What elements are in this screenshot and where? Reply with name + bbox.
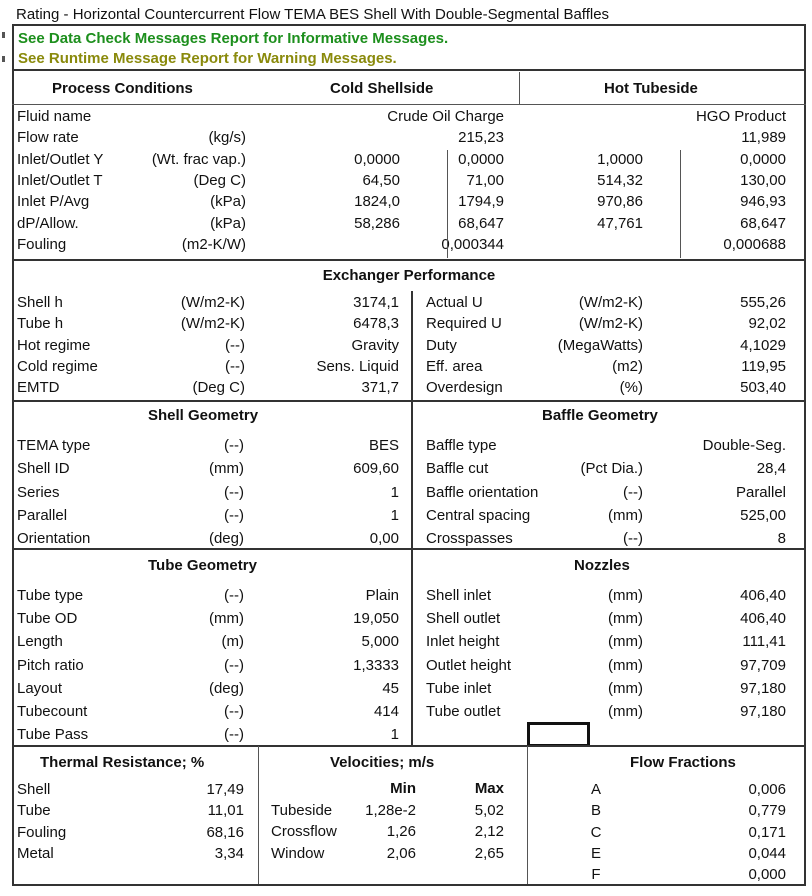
nozzle-value: 406,40 [740,587,786,604]
shell-geometry-label: Series [17,483,60,501]
process-unit: (m2-K/W) [181,235,246,253]
tube-geometry-unit: (--) [224,656,244,674]
divider [12,745,806,747]
frame-left [12,24,14,886]
shell-geometry-value: 609,60 [353,460,399,478]
nozzle-label: Outlet height [426,656,512,674]
tube-geometry-label: Tube type [17,587,84,604]
performance-label: Shell h [17,294,63,311]
performance-label: Duty [426,336,457,354]
velocities-min-header: Min [390,780,416,797]
performance-unit: (W/m2-K) [180,315,245,333]
flow-fraction-label: C [590,823,602,841]
shell-geometry-unit: (--) [224,483,244,501]
shell-geometry-value: 1 [390,506,399,524]
shell-geometry-value: 0,00 [369,530,399,548]
process-label: Inlet/Outlet Y [17,150,104,168]
flow-fraction-label: B [590,802,601,820]
velocity-min: 1,26 [386,823,416,841]
divider [12,400,806,402]
tube-outlet-value: 0,0000 [740,150,786,168]
tube-geometry-unit: (--) [224,726,244,744]
thermal-resistance-label: Fouling [17,823,67,841]
baffle-geometry-label: Baffle type [426,437,497,454]
divider [258,746,259,884]
shell-geometry-label: Shell ID [17,460,70,478]
performance-value: 503,40 [740,379,786,397]
performance-value: Sens. Liquid [316,357,399,375]
tube-geometry-value: 45 [382,679,399,697]
baffle-geometry-label: Baffle orientation [426,483,539,501]
performance-unit: (W/m2-K) [578,315,643,333]
performance-label: Hot regime [17,336,91,354]
tube-geometry-unit: (m) [221,633,244,651]
process-unit: (Wt. frac vap.) [151,150,246,168]
thermal-resistance-header: Thermal Resistance; % [40,754,205,771]
shell-geometry-unit: (--) [224,437,244,454]
process-unit: (kg/s) [208,129,246,147]
shell-outlet-value: Crude Oil Charge [387,108,504,125]
shell-geometry-value: 1 [390,483,399,501]
performance-value: 3174,1 [353,294,399,311]
nozzle-unit: (mm) [608,703,643,720]
left-margin-mark [2,56,5,62]
tube-inlet-value: 47,761 [597,214,643,232]
baffle-geometry-value: 28,4 [756,460,786,478]
shell-inlet-value: 58,286 [354,214,400,232]
process-unit: (Deg C) [193,171,246,189]
process-unit: (kPa) [210,214,246,232]
divider [447,150,448,258]
performance-label: Cold regime [17,357,98,375]
flow-fraction-label: A [590,781,601,798]
tube-inlet-value: 1,0000 [597,150,643,168]
shell-geometry-header: Shell Geometry [148,407,259,424]
nozzle-unit: (mm) [608,633,643,651]
nozzle-label: Inlet height [426,633,500,651]
shell-outlet-value: 0,0000 [458,150,504,168]
flow-fraction-value: 0,000 [748,866,786,884]
tube-outlet-value: HGO Product [695,108,786,125]
process-label: Inlet P/Avg [17,193,90,211]
performance-label: Tube h [17,315,64,333]
baffle-geometry-value: Double-Seg. [702,437,786,454]
divider [411,550,413,746]
baffle-geometry-value: 525,00 [740,506,786,524]
shell-geometry-unit: (mm) [209,460,244,478]
tube-geometry-label: Tube OD [17,610,78,628]
performance-unit: (W/m2-K) [578,294,643,311]
shell-inlet-value: 64,50 [362,171,400,189]
tube-geometry-unit: (--) [224,587,244,604]
nozzle-label: Tube outlet [426,703,501,720]
tube-geometry-value: 1,3333 [353,656,399,674]
shell-geometry-label: Orientation [17,530,91,548]
shell-geometry-unit: (--) [224,506,244,524]
performance-unit: (W/m2-K) [180,294,245,311]
nozzle-unit: (mm) [608,587,643,604]
process-label: Fouling [17,235,67,253]
baffle-geometry-label: Central spacing [426,506,531,524]
thermal-resistance-label: Metal [17,844,54,862]
baffle-geometry-value: 8 [777,530,786,548]
flow-fraction-label: F [591,866,601,884]
nozzle-value: 97,709 [740,656,786,674]
nozzle-label: Shell outlet [426,610,501,628]
flow-fraction-label: E [590,844,601,862]
nozzle-value: 406,40 [740,610,786,628]
process-label: Inlet/Outlet T [17,171,103,189]
flow-fractions-header: Flow Fractions [630,754,736,771]
nozzle-unit: (mm) [608,679,643,697]
divider [12,69,806,71]
divider [680,150,681,258]
hot-tubeside-header: Hot Tubeside [604,80,698,97]
shell-geometry-value: BES [368,437,399,454]
tube-geometry-label: Tube Pass [17,726,89,744]
velocity-min: 2,06 [386,844,416,862]
thermal-resistance-value: 68,16 [206,823,244,841]
nozzle-value: 111,41 [742,633,786,651]
nozzle-value: 97,180 [740,703,786,720]
thermal-resistance-label: Shell [17,781,51,798]
velocities-max-header: Max [474,780,504,797]
tube-geometry-header: Tube Geometry [148,557,257,574]
baffle-geometry-unit: (--) [623,483,643,501]
tube-outlet-value: 68,647 [740,214,786,232]
divider [527,746,528,884]
velocity-max: 5,02 [474,802,504,819]
cold-shellside-header: Cold Shellside [330,80,434,97]
tube-geometry-value: Plain [365,587,399,604]
tube-geometry-value: 1 [390,726,399,744]
nozzle-value: 97,180 [740,679,786,697]
shell-outlet-value: 71,00 [466,171,504,189]
baffle-geometry-label: Crosspasses [426,530,513,548]
nozzle-label: Tube inlet [426,679,492,697]
performance-unit: (%) [619,379,643,397]
report-title: Rating - Horizontal Countercurrent Flow TEMA BES Shell With Double-Segmental Baffles [16,6,610,23]
performance-unit: (m2) [612,357,643,375]
performance-label: EMTD [17,379,60,397]
shell-outlet-value: 0,000344 [441,235,504,253]
tube-outlet-value: 130,00 [740,171,786,189]
baffle-geometry-unit: (--) [623,530,643,548]
performance-value: 6478,3 [353,315,399,333]
baffle-geometry-header: Baffle Geometry [542,407,658,424]
velocity-max: 2,65 [474,844,504,862]
process-conditions-header: Process Conditions [52,80,193,97]
process-label: Fluid name [17,108,92,125]
thermal-resistance-value: 11,01 [207,802,244,820]
shell-geometry-label: TEMA type [17,437,91,454]
tube-geometry-label: Length [17,633,63,651]
tube-geometry-unit: (mm) [209,610,244,628]
nozzle-unit: (mm) [608,656,643,674]
baffle-geometry-unit: (Pct Dia.) [580,460,643,478]
shell-inlet-value: 0,0000 [354,150,400,168]
flow-fraction-value: 0,006 [748,781,786,798]
baffle-geometry-value: Parallel [735,483,786,501]
tube-geometry-value: 19,050 [353,610,399,628]
info-message-link[interactable]: See Data Check Messages Report for Informative Messages. [18,30,449,47]
tube-geometry-label: Tubecount [17,703,88,720]
divider [411,291,413,401]
velocity-label: Window [271,844,325,862]
divider [411,402,413,548]
process-unit: (kPa) [210,193,246,211]
tube-outlet-value: 11,989 [741,129,786,147]
nozzles-header: Nozzles [574,557,630,574]
divider [12,104,806,105]
performance-label: Actual U [426,294,483,311]
shell-inlet-value: 1824,0 [354,193,400,211]
selection-box[interactable] [527,722,590,747]
performance-unit: (Deg C) [192,379,245,397]
performance-label: Overdesign [426,379,503,397]
performance-unit: (MegaWatts) [557,336,643,354]
performance-value: Gravity [351,336,399,354]
performance-value: 555,26 [740,294,786,311]
shell-geometry-label: Parallel [17,506,68,524]
tube-geometry-value: 5,000 [361,633,399,651]
tube-geometry-label: Layout [17,679,63,697]
tube-geometry-unit: (--) [224,703,244,720]
nozzle-unit: (mm) [608,610,643,628]
performance-value: 119,95 [741,357,786,375]
velocity-label: Crossflow [271,823,337,841]
thermal-resistance-value: 17,49 [206,781,244,798]
baffle-geometry-unit: (mm) [608,506,643,524]
frame-right [804,24,806,886]
tube-inlet-value: 970,86 [597,193,643,211]
velocity-max: 2,12 [474,823,504,841]
velocity-min: 1,28e-2 [365,802,416,819]
shell-geometry-unit: (deg) [208,530,244,548]
tube-outlet-value: 946,93 [740,193,786,211]
exchanger-performance-header: Exchanger Performance [322,267,496,284]
velocity-label: Tubeside [271,802,333,819]
performance-value: 371,7 [361,379,399,397]
shell-outlet-value: 68,647 [458,214,504,232]
process-label: dP/Allow. [17,214,79,232]
performance-unit: (--) [225,357,245,375]
thermal-resistance-value: 3,34 [214,844,244,862]
flow-fraction-value: 0,779 [748,802,786,820]
frame-top [12,24,806,26]
performance-label: Required U [426,315,502,333]
warning-message-link[interactable]: See Runtime Message Report for Warning Messages. [18,50,397,67]
baffle-geometry-label: Baffle cut [426,460,489,478]
flow-fraction-value: 0,171 [748,823,786,841]
tube-outlet-value: 0,000688 [723,235,786,253]
divider [519,72,520,104]
performance-unit: (--) [225,336,245,354]
performance-value: 92,02 [748,315,786,333]
performance-value: 4,1029 [740,336,786,354]
velocities-header: Velocities; m/s [330,754,435,771]
process-label: Flow rate [17,129,79,147]
shell-outlet-value: 215,23 [458,129,504,147]
divider [12,548,806,550]
tube-inlet-value: 514,32 [597,171,643,189]
shell-outlet-value: 1794,9 [458,193,504,211]
tube-geometry-unit: (deg) [208,679,244,697]
nozzle-label: Shell inlet [426,587,492,604]
divider [12,259,806,261]
flow-fraction-value: 0,044 [748,844,786,862]
tube-geometry-label: Pitch ratio [17,656,84,674]
tube-geometry-value: 414 [373,703,399,720]
thermal-resistance-label: Tube [17,802,51,820]
left-margin-mark [2,32,5,38]
performance-label: Eff. area [426,357,483,375]
